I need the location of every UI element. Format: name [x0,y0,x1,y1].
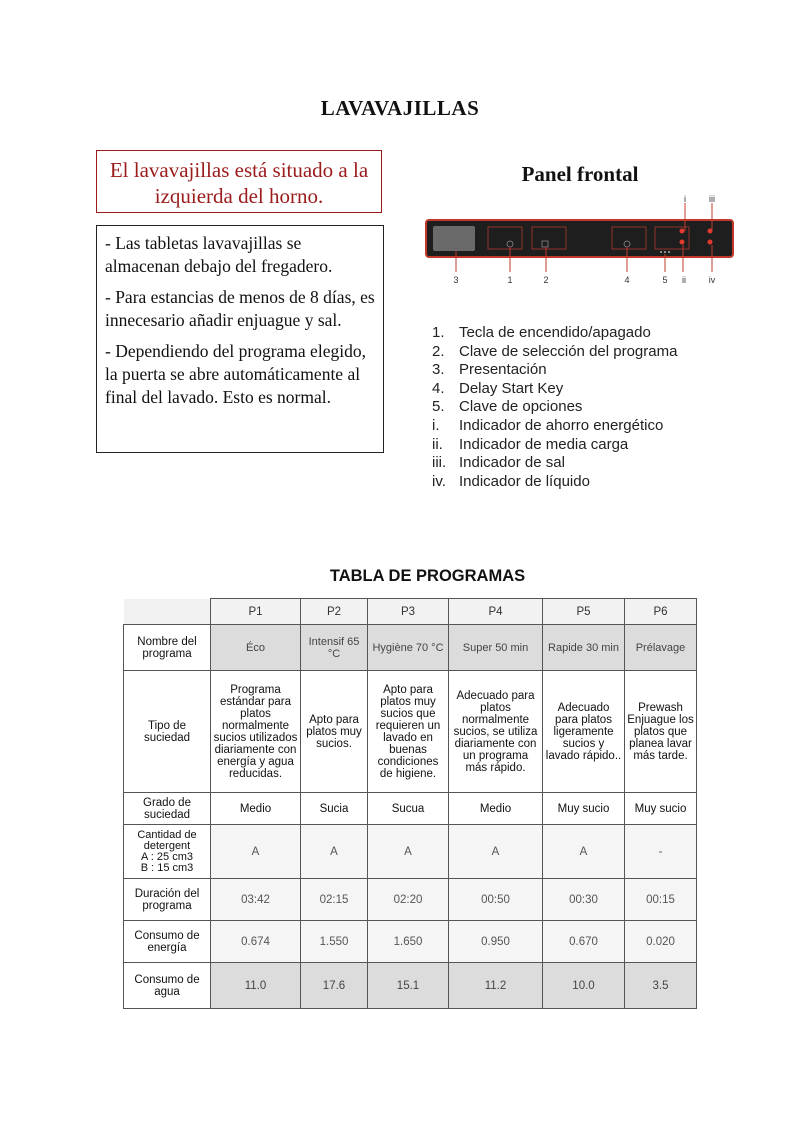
table-cell: Adecuado para platos normalmente sucios, se utiliza diariamente con un programa más rápido. [449,671,543,793]
legend-text: Clave de selección del programa [459,342,678,360]
table-cell: 0.670 [543,921,625,963]
table-cell: 0.950 [449,921,543,963]
table-cell: Super 50 min [449,625,543,671]
legend-text: Indicador de líquido [459,472,590,490]
column-header: P2 [301,599,368,625]
callout-2: 2 [543,275,549,285]
note-item: - Las tabletas lavavajillas se almacenan debajo del fregadero. [105,233,333,276]
row-label: Nombre del programa [124,625,211,671]
table-cell: 00:50 [449,879,543,921]
table-cell: A [211,825,301,879]
callout-1: 1 [507,275,513,285]
column-header: P1 [211,599,301,625]
legend-text: Presentación [459,361,547,379]
table-row [124,921,697,963]
table-cell: 00:15 [625,879,697,921]
table-cell: A [368,825,449,879]
column-header: P5 [543,599,625,625]
legend-num: ii. [432,435,443,453]
program-table-title: TABLA DE PROGRAMAS [329,567,526,585]
table-cell: A [449,825,543,879]
table-cell: Rapide 30 min [543,625,625,671]
row-label-sub: B : 15 cm3 [140,861,194,874]
legend-text: Delay Start Key [459,379,564,397]
energy-indicator [680,229,685,234]
table-cell: 1.650 [368,921,449,963]
legend-item [432,454,677,473]
table-cell: Muy sucio [625,793,697,825]
table-cell: - [625,825,697,879]
program-table [123,598,697,1009]
table-cell: 15.1 [368,963,449,1009]
row-label: Tipo de suciedad [124,671,211,793]
callout-iii: iii [709,195,715,204]
table-cell: Prélavage [625,625,697,671]
legend-item [432,343,677,362]
callout-i: i [684,195,686,204]
row-label [124,825,211,879]
table-cell: Medio [211,793,301,825]
notes-box [96,225,384,453]
table-cell: Muy sucio [543,793,625,825]
table-row [124,825,697,879]
table-cell: 02:20 [368,879,449,921]
legend-num: 5. [432,398,445,416]
table-cell: 03:42 [211,879,301,921]
legend-item [432,473,677,492]
table-cell: Sucua [368,793,449,825]
table-cell: Programa estándar para platos normalmente sucios utilizados diariamente con energía y agua reducidas. [211,671,301,793]
table-cell: 11.2 [449,963,543,1009]
legend-item [432,324,677,343]
legend-item [432,398,677,417]
table-cell: Intensif 65 °C [301,625,368,671]
legend-num: iv. [432,472,446,490]
table-row [124,671,697,793]
callout-4: 4 [624,275,630,285]
legend-text: Tecla de encendido/apagado [459,324,651,341]
table-cell: Adecuado para platos ligeramente sucios y lavado rápido.. [543,671,625,793]
column-header: P3 [368,599,449,625]
table-cell: A [543,825,625,879]
table-cell: Hygiène 70 °C [368,625,449,671]
legend-text: Indicador de ahorro energético [459,416,664,434]
rinse-indicator [708,240,713,245]
page-title: LAVAVAJILLAS [320,96,480,120]
table-cell: Medio [449,793,543,825]
location-note: El lavavajillas está situado a la izquierda del horno. [96,150,382,213]
table-cell: 02:15 [301,879,368,921]
note-item: - Para estancias de menos de 8 días, es innecesario añadir enjuague y sal. [105,287,375,330]
table-cell: 10.0 [543,963,625,1009]
table-cell: A [301,825,368,879]
table-cell: 0.674 [211,921,301,963]
note-item: - Dependiendo del programa elegido, la puerta se abre automáticamente al final del lavado. Esto es normal. [105,341,366,407]
table-cell: Sucia [301,793,368,825]
table-cell: 11.0 [211,963,301,1009]
row-label: Consumo de energía [124,921,211,963]
legend-num: 3. [432,361,445,379]
table-row [124,879,697,921]
row-label-main: Cantidad de detergent [137,828,197,852]
legend-item [432,417,677,436]
column-header: P6 [625,599,697,625]
legend-num: 2. [432,342,445,360]
row-label: Grado de suciedad [124,793,211,825]
column-header: P4 [449,599,543,625]
legend-item [432,361,677,380]
panel-title: Panel frontal [521,162,639,186]
table-cell: Apto para platos muy sucios que requieren un lavado en buenas condiciones de higiene. [368,671,449,793]
table-row [124,963,697,1009]
table-cell: 0.020 [625,921,697,963]
table-header-row [124,599,697,625]
table-cell: 3.5 [625,963,697,1009]
half-load-indicator [680,240,685,245]
panel-legend [432,324,677,491]
table-row [124,793,697,825]
legend-text: Clave de opciones [459,398,583,416]
legend-text: Indicador de media carga [459,435,629,453]
callout-iv: iv [708,275,716,285]
callout-3: 3 [453,275,459,285]
legend-num: 4. [432,379,445,397]
options-dot [664,251,666,253]
options-dot [668,251,670,253]
callout-5: 5 [662,275,668,285]
callout-ii: ii [682,275,686,285]
options-dot [660,251,662,253]
display-screen [433,226,475,251]
table-corner [124,599,211,625]
table-cell: Apto para platos muy sucios. [301,671,368,793]
legend-num: i. [432,416,440,434]
row-label: Consumo de agua [124,963,211,1009]
table-cell: 00:30 [543,879,625,921]
legend-num: iii. [432,454,447,472]
legend-item [432,436,677,455]
legend-num: 1. [432,324,445,341]
row-label-sub: A : 25 cm3 [141,850,193,863]
row-label: Duración del programa [124,879,211,921]
table-row [124,625,697,671]
table-cell: Éco [211,625,301,671]
table-cell: Prewash Enjuague los platos que planea lavar más tarde. [625,671,697,793]
legend-text: Indicador de sal [459,454,565,472]
legend-item [432,380,677,399]
table-cell: 17.6 [301,963,368,1009]
table-cell: 1.550 [301,921,368,963]
front-panel-diagram [420,195,740,290]
